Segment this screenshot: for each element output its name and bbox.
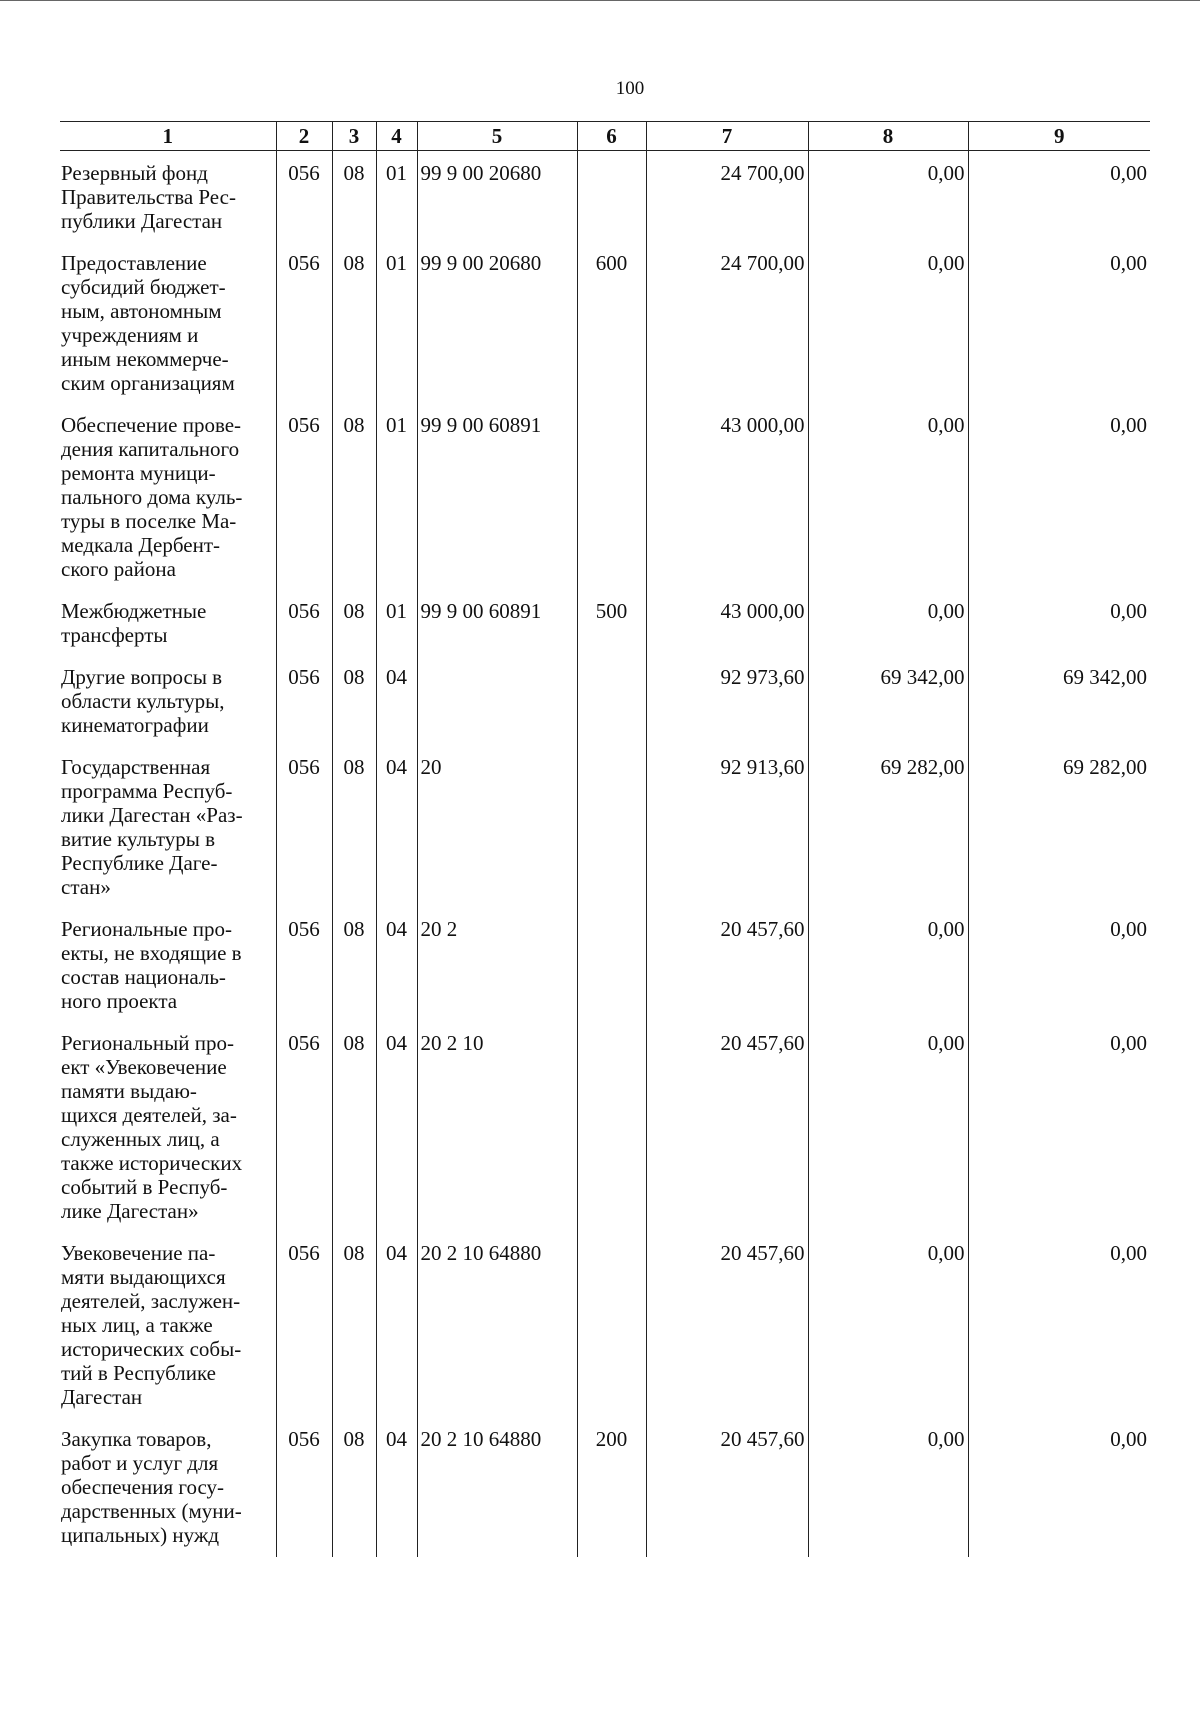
column-header: 9 (968, 122, 1150, 151)
expense-type-cell: 500 (577, 591, 646, 657)
expense-type-cell (577, 909, 646, 1023)
column-header: 4 (376, 122, 417, 151)
expense-type-cell (577, 405, 646, 591)
section-code-cell: 08 (332, 151, 376, 244)
section-code-cell: 08 (332, 1023, 376, 1233)
row-name-cell: Межбюджетные трансферты (61, 599, 207, 647)
expense-type-cell: 600 (577, 243, 646, 405)
row-name-cell: Другие вопросы в области культуры, кинематографии (61, 665, 225, 737)
column-header: 6 (577, 122, 646, 151)
row-name-cell: Предоставление субсидий бюджет- ным, автономным учреждениям и иным некоммерче- ским организациям (61, 251, 235, 395)
amount-column-7-cell: 20 457,60 (646, 1233, 808, 1419)
amount-column-8-cell: 0,00 (808, 909, 968, 1023)
column-header: 5 (417, 122, 577, 151)
amount-column-7-cell: 20 457,60 (646, 1023, 808, 1233)
ministry-code-cell: 056 (276, 591, 332, 657)
table-row (60, 151, 1150, 244)
ministry-code-cell: 056 (276, 1419, 332, 1557)
table-row (60, 747, 1150, 909)
expense-type-cell (577, 747, 646, 909)
subsection-code-cell: 01 (376, 405, 417, 591)
amount-column-8-cell: 0,00 (808, 151, 968, 244)
amount-column-7-cell: 43 000,00 (646, 591, 808, 657)
row-name-cell: Региональный про- ект «Увековечение памяти выдаю- щихся деятелей, за- служенных лиц, а также исторических событий в Респуб- лике Дагестан» (61, 1031, 243, 1223)
table-row (60, 909, 1150, 1023)
column-header: 1 (60, 122, 276, 151)
target-article-cell (417, 657, 577, 747)
section-code-cell: 08 (332, 747, 376, 909)
table-row (60, 591, 1150, 657)
amount-column-9-cell: 0,00 (968, 909, 1150, 1023)
column-header: 8 (808, 122, 968, 151)
row-name-cell: Резервный фонд Правительства Рес- публики Дагестан (61, 161, 236, 233)
target-article-cell: 99 9 00 60891 (417, 405, 577, 591)
amount-column-9-cell: 69 282,00 (968, 747, 1150, 909)
subsection-code-cell: 04 (376, 1023, 417, 1233)
target-article-cell: 99 9 00 20680 (417, 243, 577, 405)
subsection-code-cell: 04 (376, 909, 417, 1023)
table-row (60, 243, 1150, 405)
amount-column-9-cell: 0,00 (968, 591, 1150, 657)
target-article-cell: 99 9 00 60891 (417, 591, 577, 657)
amount-column-8-cell: 0,00 (808, 591, 968, 657)
ministry-code-cell: 056 (276, 1023, 332, 1233)
table-row (60, 657, 1150, 747)
section-code-cell: 08 (332, 909, 376, 1023)
row-name-cell: Обеспечение прове- дения капитального ремонта муници- пального дома куль- туры в поселке Ма- медкала Дербент- ского района (61, 413, 243, 581)
subsection-code-cell: 04 (376, 657, 417, 747)
page-top-rule (0, 0, 1200, 1)
ministry-code-cell: 056 (276, 657, 332, 747)
section-code-cell: 08 (332, 657, 376, 747)
section-code-cell: 08 (332, 591, 376, 657)
subsection-code-cell: 01 (376, 591, 417, 657)
ministry-code-cell: 056 (276, 909, 332, 1023)
target-article-cell: 99 9 00 20680 (417, 151, 577, 244)
section-code-cell: 08 (332, 243, 376, 405)
amount-column-9-cell: 0,00 (968, 1419, 1150, 1557)
table-row (60, 405, 1150, 591)
column-header: 3 (332, 122, 376, 151)
expense-type-cell: 200 (577, 1419, 646, 1557)
expense-type-cell (577, 151, 646, 244)
amount-column-9-cell: 0,00 (968, 243, 1150, 405)
expense-type-cell (577, 1023, 646, 1233)
amount-column-9-cell: 0,00 (968, 1023, 1150, 1233)
expense-type-cell (577, 1233, 646, 1419)
budget-table (60, 121, 1150, 1557)
amount-column-8-cell: 69 282,00 (808, 747, 968, 909)
amount-column-7-cell: 20 457,60 (646, 909, 808, 1023)
ministry-code-cell: 056 (276, 1233, 332, 1419)
amount-column-7-cell: 92 973,60 (646, 657, 808, 747)
amount-column-9-cell: 0,00 (968, 1233, 1150, 1419)
column-header: 7 (646, 122, 808, 151)
subsection-code-cell: 04 (376, 747, 417, 909)
ministry-code-cell: 056 (276, 243, 332, 405)
table-header-row (60, 122, 1150, 151)
target-article-cell: 20 2 (417, 909, 577, 1023)
column-header: 2 (276, 122, 332, 151)
target-article-cell: 20 (417, 747, 577, 909)
amount-column-7-cell: 92 913,60 (646, 747, 808, 909)
ministry-code-cell: 056 (276, 405, 332, 591)
target-article-cell: 20 2 10 (417, 1023, 577, 1233)
amount-column-8-cell: 69 342,00 (808, 657, 968, 747)
amount-column-7-cell: 24 700,00 (646, 243, 808, 405)
row-name-cell: Государственная программа Респуб- лики Дагестан «Раз- витие культуры в Республике Даге- стан» (61, 755, 243, 899)
ministry-code-cell: 056 (276, 151, 332, 244)
ministry-code-cell: 056 (276, 747, 332, 909)
section-code-cell: 08 (332, 1419, 376, 1557)
expense-type-cell (577, 657, 646, 747)
subsection-code-cell: 04 (376, 1233, 417, 1419)
subsection-code-cell: 01 (376, 151, 417, 244)
page-number: 100 (615, 78, 645, 99)
table-row (60, 1419, 1150, 1557)
amount-column-7-cell: 24 700,00 (646, 151, 808, 244)
amount-column-9-cell: 0,00 (968, 151, 1150, 244)
target-article-cell: 20 2 10 64880 (417, 1233, 577, 1419)
amount-column-8-cell: 0,00 (808, 243, 968, 405)
row-name-cell: Увековечение па- мяти выдающихся деятелей, заслужен- ных лиц, а также исторических собы- тий в Республике Дагестан (61, 1241, 242, 1409)
table-row (60, 1233, 1150, 1419)
amount-column-8-cell: 0,00 (808, 1233, 968, 1419)
amount-column-8-cell: 0,00 (808, 1023, 968, 1233)
row-name-cell: Закупка товаров, работ и услуг для обеспечения госу- дарственных (муни- ципальных) нужд (61, 1427, 242, 1547)
row-name-cell: Региональные про- екты, не входящие в состав националь- ного проекта (61, 917, 242, 1013)
target-article-cell: 20 2 10 64880 (417, 1419, 577, 1557)
amount-column-9-cell: 0,00 (968, 405, 1150, 591)
table-row (60, 1023, 1150, 1233)
amount-column-7-cell: 43 000,00 (646, 405, 808, 591)
section-code-cell: 08 (332, 405, 376, 591)
subsection-code-cell: 04 (376, 1419, 417, 1557)
amount-column-9-cell: 69 342,00 (968, 657, 1150, 747)
amount-column-7-cell: 20 457,60 (646, 1419, 808, 1557)
amount-column-8-cell: 0,00 (808, 1419, 968, 1557)
amount-column-8-cell: 0,00 (808, 405, 968, 591)
subsection-code-cell: 01 (376, 243, 417, 405)
section-code-cell: 08 (332, 1233, 376, 1419)
